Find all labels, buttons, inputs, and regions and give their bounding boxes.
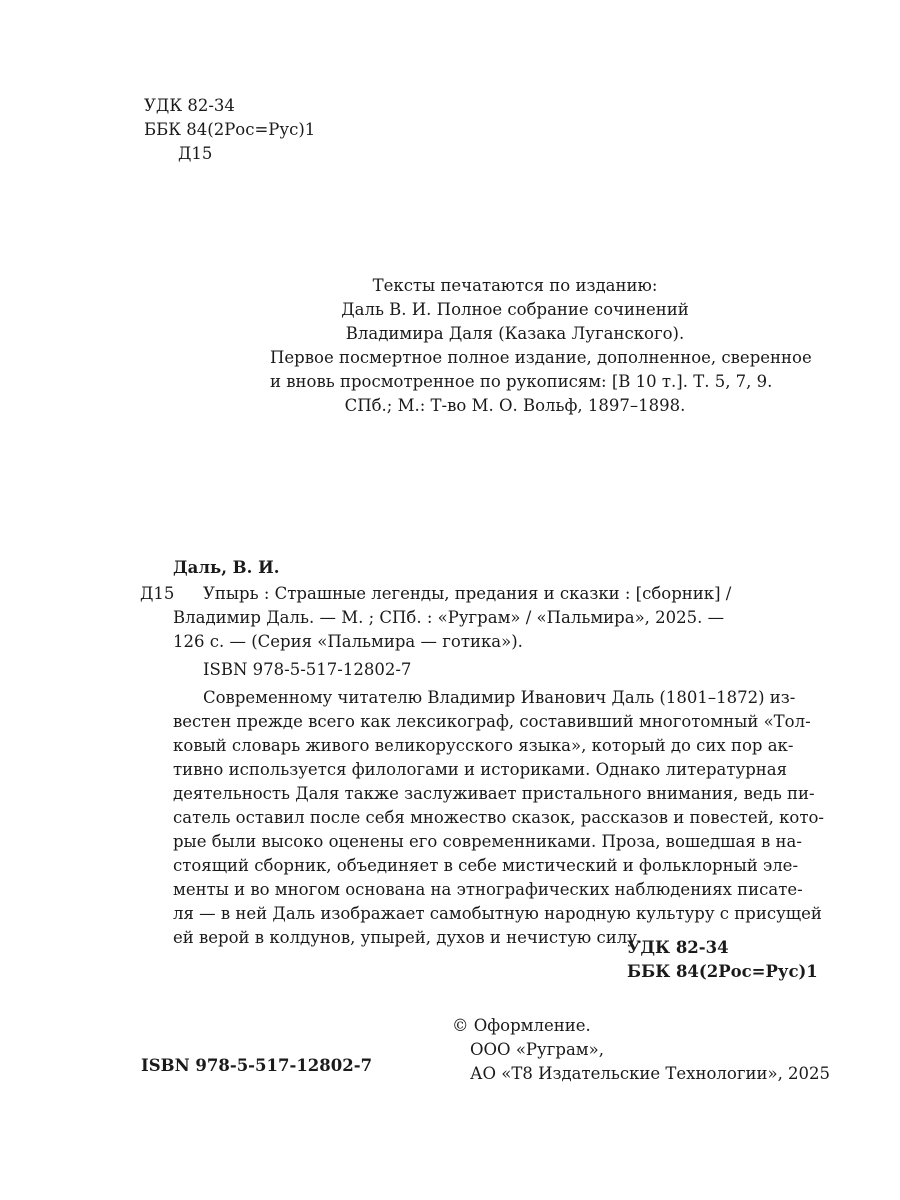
source-line: Первое посмертное полное издание, дополненное, сверенное [270,348,812,367]
annotation-line: сатель оставил после себя множество сказок, рассказов и повестей, кото- [173,808,824,827]
source-edition-note [270,274,812,418]
annotation-line: менты и во многом основана на этнографических наблюдениях писате- [173,880,803,899]
bbk-code: ББК 84(2Рос=Рус)1 [144,120,316,139]
copyright-line: ООО «Руграм», [470,1040,604,1059]
author-mark: Д15 [178,144,213,163]
annotation-line: ля — в ней Даль изображает самобытную народную культуру с присущей [173,904,822,923]
udk-code: УДК 82-34 [144,96,235,115]
copyright-line: © Оформление. [452,1016,591,1035]
card-author-mark: Д15 [140,584,175,603]
description-line: Упырь : Страшные легенды, предания и сказки : [сборник] / [203,584,732,603]
annotation-line: деятельность Даля также заслуживает пристального внимания, ведь пи- [173,784,815,803]
card-udk: УДК 82-34 [627,938,729,957]
source-line: Тексты печатаются по изданию: [372,276,658,295]
annotation-line: ей верой в колдунов, упырей, духов и нечистую силу. [173,928,643,947]
footer-isbn: ISBN 978-5-517-12802-7 [141,1056,373,1075]
annotation-line: стоящий сборник, объединяет в себе мистический и фольклорный эле- [173,856,799,875]
annotation-line: ковый словарь живого великорусского языка», который до сих пор ак- [173,736,794,755]
source-line: Даль В. И. Полное собрание сочинений [341,300,689,319]
card-isbn: ISBN 978-5-517-12802-7 [203,660,412,679]
bibliographic-description [203,582,731,606]
annotation-line: тивно используется филологами и историками. Однако литературная [173,760,788,779]
annotation [173,686,824,950]
bibliographic-description-cont [173,606,724,654]
annotation-line: рые были высоко оценены его современниками. Проза, вошедшая в на- [173,832,802,851]
card-bbk: ББК 84(2Рос=Рус)1 [627,962,818,981]
source-line: СПб.; М.: Т-во М. О. Вольф, 1897–1898. [344,396,686,415]
author-heading: Даль, В. И. [173,558,280,577]
copyright-block [452,1014,830,1086]
annotation-line: вестен прежде всего как лексикограф, составивший многотомный «Тол- [173,712,811,731]
description-line: 126 с. — (Серия «Пальмира — готика»). [173,632,523,651]
description-line: Владимир Даль. — М. ; СПб. : «Руграм» / «Пальмира», 2025. — [173,608,725,627]
source-line: и вновь просмотренное по рукописям: [В 10 т.]. Т. 5, 7, 9. [270,372,773,391]
copyright-line: АО «Т8 Издательские Технологии», 2025 [470,1064,831,1083]
source-line: Владимира Даля (Казака Луганского). [345,324,685,343]
annotation-line: Современному читателю Владимир Иванович Даль (1801–1872) из- [203,688,796,707]
